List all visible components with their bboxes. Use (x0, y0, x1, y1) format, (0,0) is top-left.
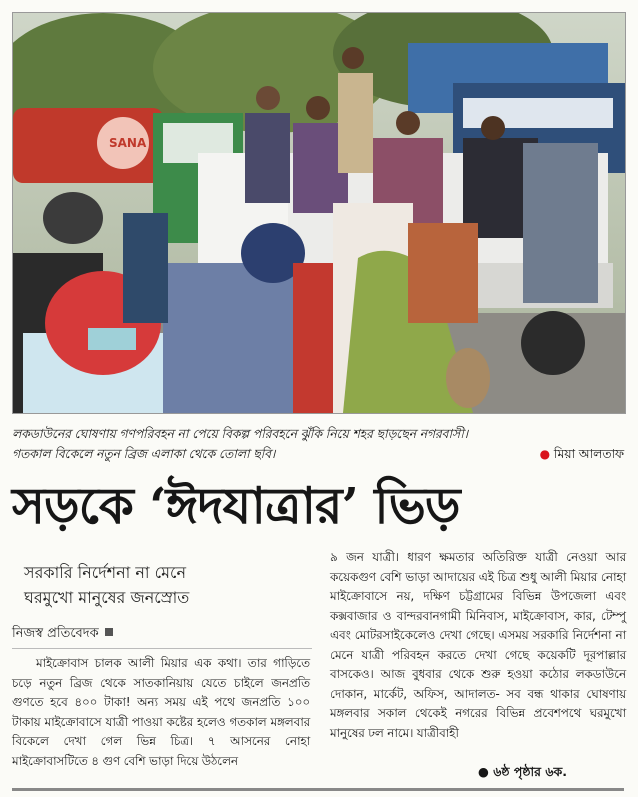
photo-credit-name: মিয়া আলতাফ (553, 446, 624, 461)
byline (12, 624, 113, 645)
byline-text: নিজস্ব প্রতিবেদক (12, 626, 99, 641)
article-column-left: মাইক্রোবাস চালক আলী মিয়ার এক কথা। তার গাড়িতে চড়ে নতুন ব্রিজ থেকে সাতকানিয়ায় যেতে চাইলে জনপ্রতি গুণতে হবে ৪০০ টাকা! অন্য সময় এই পথে জনপ্রতি ১০০ টাকায় মাইক্রোবাসে যাত্রী পাওয়া কষ্টের হলেও গতকাল মঙ্গলবার বিকেলে দেখা গেল ভিন্ন চিত্র। ৭ আসনের নোহা মাইক্রোবাসটিতে ৪ গুণ বেশি ভাড়া দিয়ে উঠলেন (12, 656, 310, 768)
red-dot-icon: ● (539, 447, 550, 461)
continuation-text: ৬ষ্ঠ পৃষ্ঠার ৬ক. (493, 764, 567, 779)
byline-divider (12, 648, 312, 649)
truck-sign: SANA (109, 136, 147, 150)
photo-credit (540, 444, 624, 464)
article-column-right: ৯ জন যাত্রী। ধারণ ক্ষমতার অতিরিক্ত যাত্রী নেওয়া আর কয়েকগুণ বেশি ভাড়া আদায়ের এই চিত্র শুধু আলী মিয়ার নোহা মাইক্রোবাসে নয়, দক্ষিণ চট্টগ্রামের বিভিন্ন উপজেলা এবং কক্সবাজার ও বান্দরবানগামী মিনিবাস, মাইক্রোবাস, কার, টেম্পু এবং মোটরসাইকেলেও দেখা গেছে। এসময় সরকারি নির্দেশনা না মেনে যাত্রী পরিবহন করতে দেখা গেছে কয়েকটি দূরপাল্লার বাসকেও। আজ বুধবার থেকে শুরু হওয়া কঠোর লকডাউনে দোকান, মার্কেট, অফিস, আদালত- সব বন্ধ থাকার ঘোষণায় মঙ্গলবার সকাল থেকেই নগরের বিভিন্ন প্রবেশপথে ঘরমুখো মানুষের ঢল নামে। যাত্রীবাহী (330, 550, 626, 740)
bullet-icon: ● (478, 764, 494, 779)
news-photo (12, 12, 626, 414)
subheadline (24, 560, 304, 610)
caption-line-1: লকডাউনের ঘোষণায় গণপরিবহন না পেয়ে বিকল্প পরিবহনে ঝুঁকি নিয়ে শহর ছাড়ছেন নগরবাসী। (12, 426, 468, 441)
crowd-on-truck-photo (13, 13, 625, 413)
caption-line-2: গতকাল বিকেলে নতুন ব্রিজ এলাকা থেকে তোলা ছবি। (12, 446, 276, 461)
photo-caption (12, 424, 624, 464)
subheadline-line-2: ঘরমুখো মানুষের জনস্রোত (24, 588, 190, 607)
headline: সড়কে ‘ঈদযাত্রার’ ভিড় (12, 476, 460, 535)
continuation-note (478, 764, 567, 784)
square-icon (105, 628, 113, 636)
bottom-border (12, 788, 624, 791)
subheadline-line-1: সরকারি নির্দেশনা না মেনে (24, 563, 187, 582)
